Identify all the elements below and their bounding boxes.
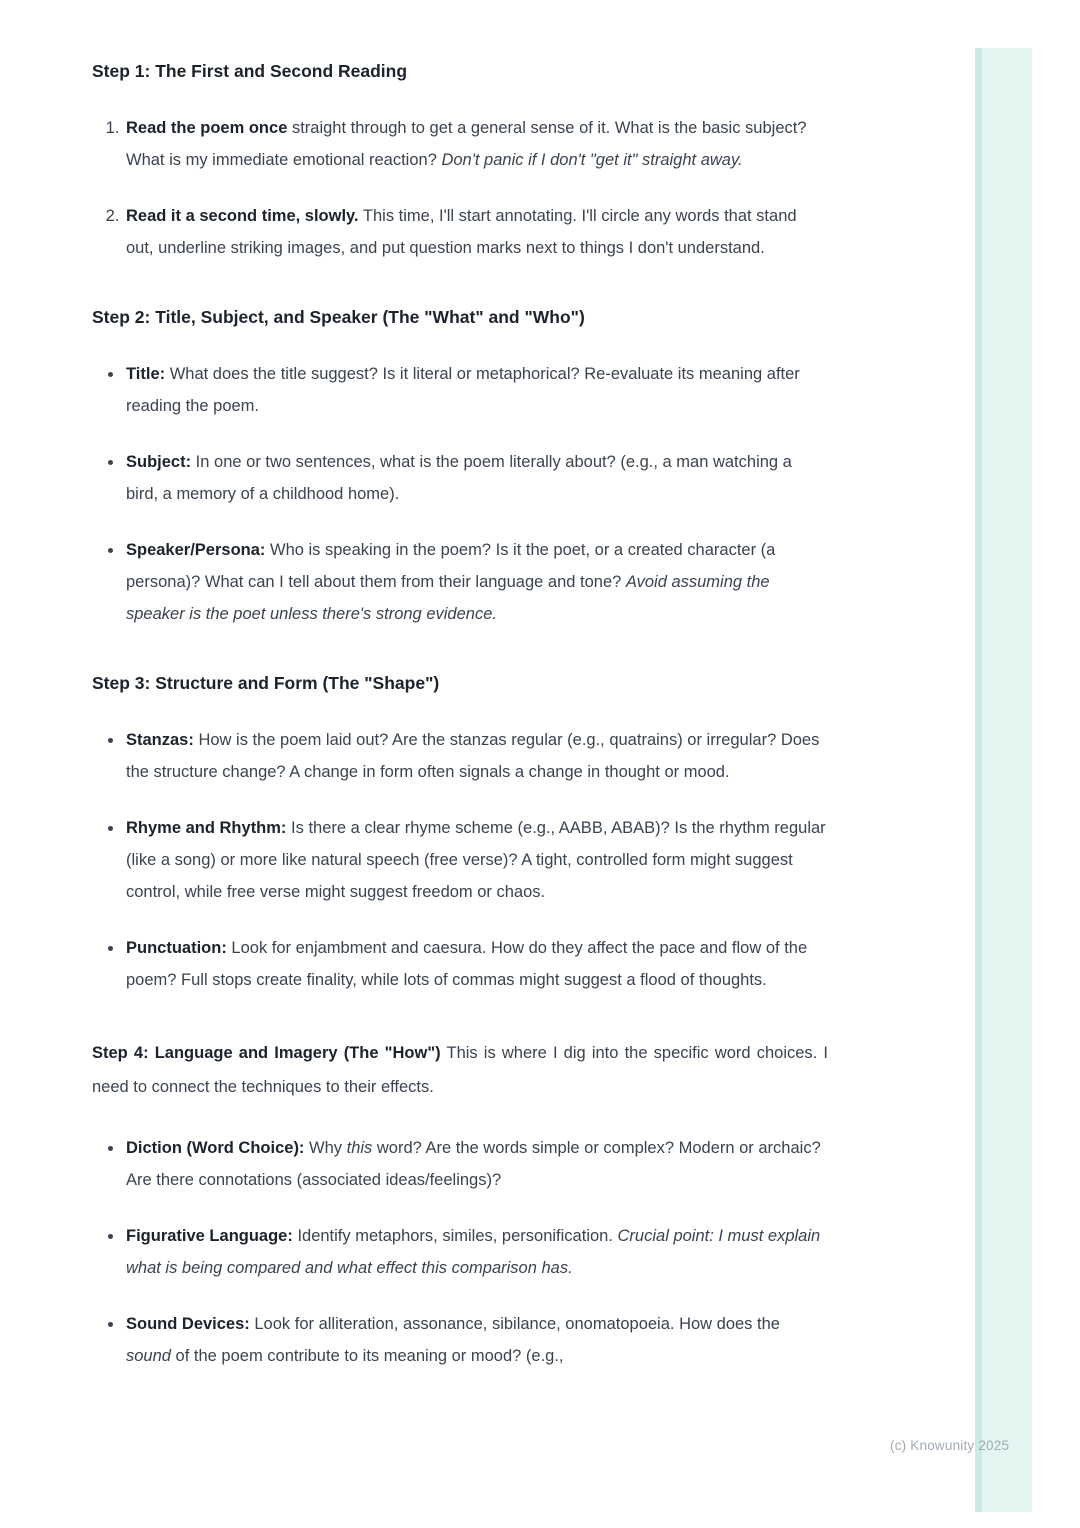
bold-text: Stanzas: — [126, 731, 194, 749]
step-2-heading — [92, 304, 828, 330]
step-2-list — [92, 358, 828, 630]
accent-bar — [975, 48, 1032, 1512]
bold-text: Step 2: Title, Subject, and Speaker (The "What" and "Who") — [92, 307, 585, 327]
bold-text: Subject: — [126, 453, 192, 471]
step-4-intro — [92, 1036, 828, 1104]
italic-text: Avoid assuming the speaker is the poet unless there's strong evidence. — [126, 573, 770, 623]
list-item — [124, 724, 828, 788]
body-text: Is there a clear rhyme scheme (e.g., AABB, ABAB)? Is the rhythm regular (like a song) or more like natural speech (free verse)? A tight, controlled form might suggest control, while free verse might suggest freedom or chaos. — [126, 819, 826, 901]
italic-text: this — [346, 1139, 373, 1157]
body-text: Look for enjambment and caesura. How do they affect the pace and flow of the poem? Full stops create finality, while lots of commas might suggest a flood of thoughts. — [126, 939, 808, 989]
accent-bar-inner — [975, 48, 982, 1512]
bold-text: Read the poem once — [126, 119, 288, 137]
body-text: straight through to get a general sense of it. What is the basic subject? What is my immediate emotional reaction? — [126, 119, 807, 169]
bold-text: Speaker/Persona: — [126, 541, 266, 559]
body-text: Look for alliteration, assonance, sibilance, onomatopoeia. How does the — [249, 1315, 780, 1333]
bold-text: Figurative Language: — [126, 1227, 293, 1245]
body-text: word? Are the words simple or complex? Modern or archaic? Are there connotations (associated ideas/feelings)? — [126, 1139, 821, 1189]
body-text: of the poem contribute to its meaning or mood? (e.g., — [170, 1347, 564, 1365]
body-text: Why — [304, 1139, 347, 1157]
bold-text: Sound Devices: — [126, 1315, 250, 1333]
italic-text: Don't panic if I don't "get it" straight away. — [441, 151, 743, 169]
document-content — [92, 58, 828, 1396]
bold-text: Diction (Word Choice): — [126, 1139, 305, 1157]
body-text: Identify metaphors, similes, personification. — [292, 1227, 618, 1245]
list-item — [124, 1308, 828, 1372]
list-item — [124, 534, 828, 630]
italic-text: Crucial point: I must explain what is being compared and what effect this comparison has. — [126, 1227, 821, 1277]
list-item — [124, 358, 828, 422]
body-text: How is the poem laid out? Are the stanzas regular (e.g., quatrains) or irregular? Does the structure change? A change in form often signals a change in thought or mood. — [126, 731, 820, 781]
bold-text: Step 4: Language and Imagery (The "How") — [92, 1044, 441, 1062]
watermark: (c) Knowunity 2025 — [890, 1438, 1010, 1453]
list-item — [124, 1132, 828, 1196]
list-item — [124, 112, 828, 176]
body-text: In one or two sentences, what is the poem literally about? (e.g., a man watching a bird, a memory of a childhood home). — [126, 453, 792, 503]
list-item — [124, 200, 828, 264]
italic-text: sound — [126, 1347, 171, 1365]
list-item — [124, 446, 828, 510]
step-1-heading — [92, 58, 828, 84]
bold-text: Punctuation: — [126, 939, 227, 957]
list-item — [124, 1220, 828, 1284]
step-4-list — [92, 1132, 828, 1372]
step-3-heading — [92, 670, 828, 696]
body-text: This time, I'll start annotating. I'll circle any words that stand out, underline striking images, and put question marks next to things I don't understand. — [126, 207, 797, 257]
body-text: What does the title suggest? Is it literal or metaphorical? Re-evaluate its meaning after reading the poem. — [126, 365, 800, 415]
step-3-list — [92, 724, 828, 996]
bold-text: Read it a second time, slowly. — [126, 207, 359, 225]
body-text: Who is speaking in the poem? Is it the poet, or a created character (a persona)? What can I tell about them from their language and tone? — [126, 541, 776, 591]
bold-text: Step 1: The First and Second Reading — [92, 61, 408, 81]
body-text: This is where I dig into the specific word choices. I need to connect the techniques to their effects. — [92, 1044, 828, 1096]
list-item — [124, 812, 828, 908]
bold-text: Rhyme and Rhythm: — [126, 819, 287, 837]
bold-text: Step 3: Structure and Form (The "Shape") — [92, 673, 440, 693]
step-1-list — [92, 112, 828, 264]
bold-text: Title: — [126, 365, 166, 383]
list-item — [124, 932, 828, 996]
